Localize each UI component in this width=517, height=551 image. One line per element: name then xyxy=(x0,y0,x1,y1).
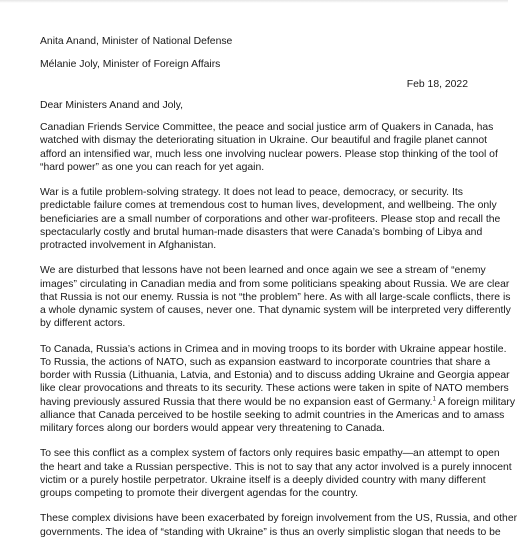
text-line: These complex divisions have been exacerbated by foreign involvement from the US, Russia, and other xyxy=(40,513,517,525)
text-line: beneficiaries are a small number of corporations and other war-profiteers. Please stop and recall the xyxy=(40,213,501,225)
text-line: spectacularly costly and brutal human-made disasters that were Canada’s bombing of Libya and xyxy=(40,226,483,238)
text-line: that Russia is not our enemy. Russia is not “the problem” here. As with all large-scale conflicts, there is xyxy=(40,291,511,303)
text-line: predictable failure comes at tremendous cost to human lives, development, and wellbeing. The only xyxy=(40,200,497,212)
text-line: groups competing to promote their divergent agendas for the country. xyxy=(40,488,359,499)
text-line: protracted involvement in Afghanistan. xyxy=(40,240,217,251)
recipients-block xyxy=(40,35,232,71)
text-line-continuation: A foreign military xyxy=(435,396,516,408)
paragraph-4 xyxy=(40,343,516,436)
text-line: images” circulating in Canadian media and from some politicians speaking about Russia. We are clear xyxy=(40,278,510,290)
text-line: having previously assured Russia that there would be no expansion east of Germany. xyxy=(40,396,433,408)
text-line: governments. The idea of “standing with Ukraine” is thus an overly simplistic slogan that needs to be xyxy=(40,526,501,538)
text-line: border with Russia (Lithuania, Latvia, and Estonia) and to discuss adding Ukraine and Georgia appear xyxy=(40,370,510,381)
paragraph-3 xyxy=(40,264,511,330)
recipient-defense: Anita Anand, Minister of National Defense xyxy=(40,36,233,47)
paragraph-2 xyxy=(40,186,501,252)
paragraph-5 xyxy=(40,447,512,500)
paragraph-6 xyxy=(40,512,517,539)
text-line: War is a futile problem-solving strategy. It does not lead to peace, democracy, or security. Its xyxy=(40,187,463,198)
text-line: afford an intensified war, much less one involving nuclear powers. Please stop thinking of the tool of xyxy=(40,148,498,160)
text-line: military forces along our borders would appear very threatening to Canada. xyxy=(40,423,385,434)
letter-date: Feb 18, 2022 xyxy=(406,79,468,90)
top-divider xyxy=(0,0,508,3)
text-line: To Canada, Russia’s actions in Crimea and in moving troops to its border with Ukraine appear hostile. xyxy=(40,343,507,355)
letter-body xyxy=(40,121,517,551)
salutation: Dear Ministers Anand and Joly, xyxy=(40,100,184,111)
text-line: by different actors. xyxy=(40,318,126,330)
text-line: We are disturbed that lessons have not been learned and once again we see a stream of “enemy xyxy=(40,265,486,277)
text-line: To see this conflict as a complex system of factors only requires basic empathy—an attempt to open xyxy=(40,448,500,460)
text-line: “hard power” as one you can reach for yet again. xyxy=(40,161,265,173)
text-line-with-footnote xyxy=(40,396,516,409)
text-line: like clear provocations and threats to its security. These actions were taken in spite of NATO members xyxy=(40,383,509,395)
text-line: the heart and take a Russian perspective. This is not to say that any actor involved is a purely innocent xyxy=(40,461,512,473)
text-line: a whole dynamic system of causes, never one. That dynamic system will be interpreted very differently xyxy=(40,305,511,316)
recipient-foreign-affairs: Mélanie Joly, Minister of Foreign Affairs xyxy=(40,59,221,70)
paragraph-1 xyxy=(40,121,498,174)
text-line: To Russia, the actions of NATO, such as expansion eastward to incorporate countries that share a xyxy=(40,356,491,368)
text-line: watched with dismay the deteriorating situation in Ukraine. Our beautiful and fragile planet cannot xyxy=(40,135,488,147)
text-line: Canadian Friends Service Committee, the peace and social justice arm of Quakers in Canada, has xyxy=(40,122,494,133)
text-line: victim or a purely hostile perpetrator. Ukraine itself is a deeply divided country with many different xyxy=(40,474,486,486)
footnote-marker: 1 xyxy=(432,396,436,403)
text-line: alliance that Canada perceived to be hostile seeking to admit countries in the Americas and to amass xyxy=(40,409,505,421)
